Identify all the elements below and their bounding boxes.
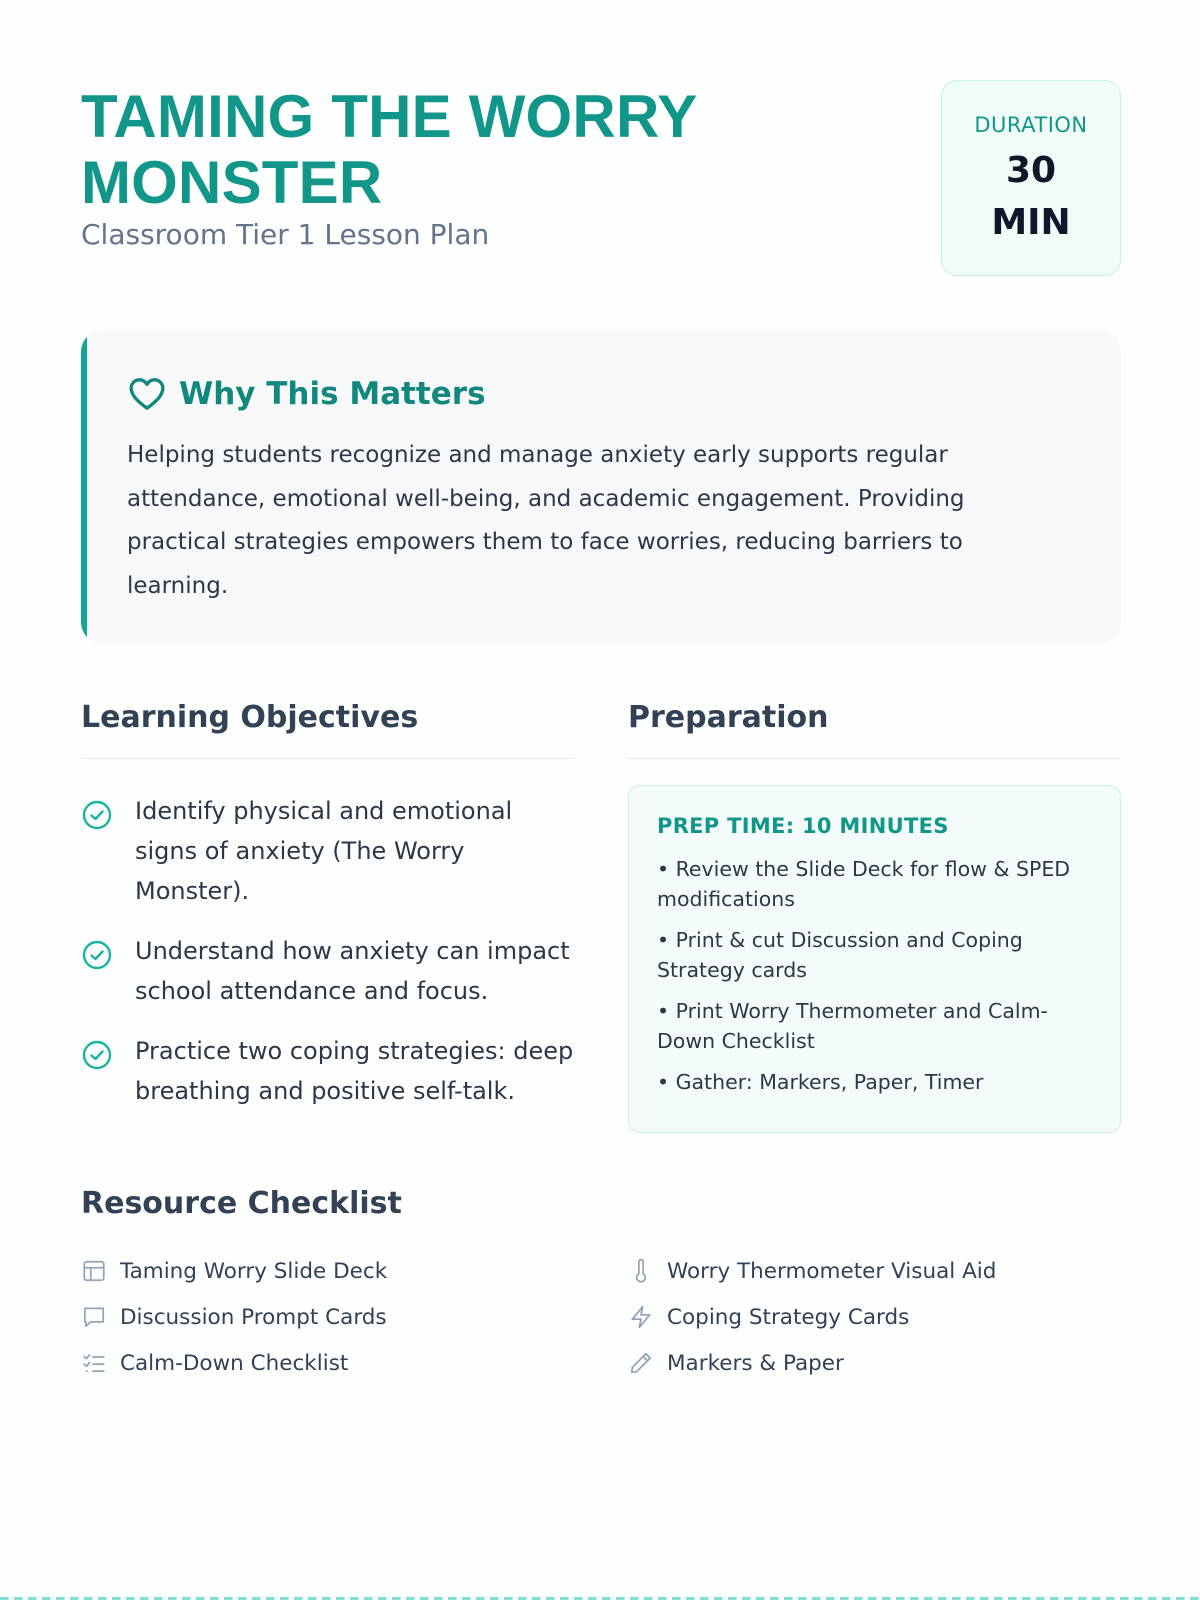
learning-objectives-title: Learning Objectives [81,700,419,735]
duration-badge [941,80,1121,276]
resource-item [628,1256,996,1286]
check-circle-icon [81,1039,113,1071]
objective-text: Practice two coping strategies: deep breathing and positive self-talk. [135,1037,574,1105]
resource-label: Calm-Down Checklist [120,1350,349,1376]
objectives-list [81,791,575,1111]
duration-unit: MIN [991,202,1071,243]
check-circle-icon [81,799,113,831]
why-this-matters-card [81,330,1121,644]
preparation-box [628,785,1121,1133]
objective-text: Identify physical and emotional signs of anxiety (The Worry Monster). [135,797,513,905]
page-title [81,84,801,216]
header [81,84,1121,284]
resource-item [81,1256,387,1286]
list-item [81,791,575,911]
duration-value [942,145,1120,249]
title-line-1: TAMING THE WORRY [81,83,698,150]
divider [81,758,575,759]
resource-label: Markers & Paper [667,1350,844,1376]
prep-time: PREP TIME: 10 MINUTES [657,814,949,838]
lesson-plan-page [81,0,1121,1600]
preparation-list [657,854,1094,1097]
resource-label: Coping Strategy Cards [667,1304,910,1330]
lightning-icon [628,1304,654,1330]
preparation-title: Preparation [628,700,829,735]
duration-label: DURATION [974,113,1088,137]
resource-item [628,1348,844,1378]
presentation-icon [81,1258,107,1284]
title-line-2: MONSTER [81,149,383,216]
list-item: • Gather: Markers, Paper, Timer [657,1070,984,1094]
list-item: • Review the Slide Deck for flow & SPED modifications [657,857,1071,911]
resource-label: Worry Thermometer Visual Aid [667,1258,997,1284]
resource-checklist-title: Resource Checklist [81,1186,402,1221]
preparation-section [628,700,1121,1133]
check-circle-icon [81,939,113,971]
duration-number: 30 [1005,150,1057,191]
checklist-icon [81,1350,107,1376]
list-item [81,931,575,1011]
why-title: Why This Matters [179,376,486,412]
list-item [81,1031,575,1111]
page-subtitle: Classroom Tier 1 Lesson Plan [81,218,490,251]
resource-item [628,1302,909,1332]
list-item: • Print & cut Discussion and Coping Strategy cards [657,928,1023,982]
resource-checklist-section [81,1186,1121,1406]
why-body: Helping students recognize and manage anxiety early supports regular attendance, emotional well-being, and academic engagement. Providing practical strategies empowers them to face worries, reducing barriers to learning. [127,442,965,599]
resource-grid [81,1256,1121,1406]
why-heading [127,374,486,414]
chat-icon [81,1304,107,1330]
accent-bar [81,330,87,644]
resource-label: Taming Worry Slide Deck [120,1258,388,1284]
list-item: • Print Worry Thermometer and Calm-Down Checklist [657,999,1048,1053]
heart-icon [127,374,167,414]
resource-label: Discussion Prompt Cards [120,1304,387,1330]
resource-item [81,1348,348,1378]
pencil-icon [628,1350,654,1376]
divider [628,758,1121,759]
thermometer-icon [628,1258,654,1284]
resource-item [81,1302,387,1332]
learning-objectives-section [81,700,575,1131]
objective-text: Understand how anxiety can impact school attendance and focus. [135,937,570,1005]
